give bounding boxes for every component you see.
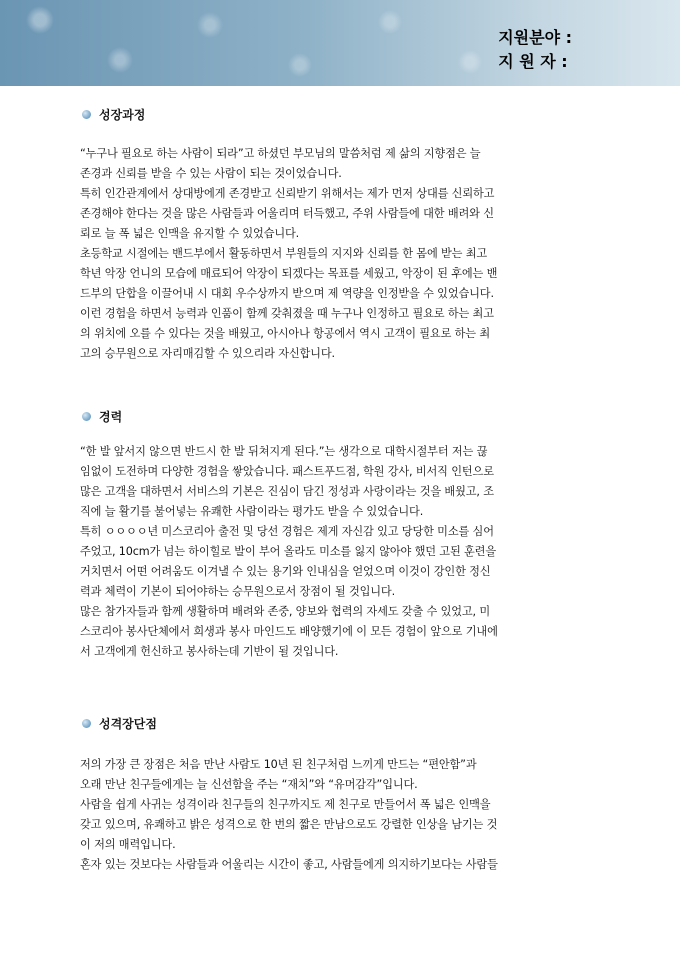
text-line: 의 위치에 오를 수 있다는 것을 배웠고, 아시아나 항공에서 역시 고객이 필요로 하는 최: [80, 327, 491, 340]
text-line: 갖고 있으며, 유쾌하고 밝은 성격으로 한 번의 짧은 만남으로도 강렬한 인상을 남기는 것: [80, 818, 498, 831]
section-personality-body: [80, 755, 600, 875]
section-heading: [80, 715, 600, 731]
text-line: 주었고, 10cm가 넘는 하이힐로 발이 부어 올라도 미소를 잃지 않아야 했던 고된 훈련을: [80, 545, 496, 558]
bullet-icon: [82, 110, 91, 119]
bullet-icon: [82, 412, 91, 421]
text-line: 뢰로 늘 폭 넓은 인맥을 유지할 수 있었습니다.: [80, 227, 300, 240]
bullet-icon: [82, 719, 91, 728]
text-line: 혼자 있는 것보다는 사람들과 어울리는 시간이 좋고, 사람들에게 의지하기보다는 사람들: [80, 858, 498, 871]
text-line: 많은 참가자들과 함께 생활하며 배려와 존중, 양보와 협력의 자세도 갖출 수 있었고, 미: [80, 605, 491, 618]
section-career: [80, 408, 600, 424]
text-line: 학년 악장 언니의 모습에 매료되어 악장이 되겠다는 목표를 세웠고, 악장이 된 후에는 밴: [80, 267, 498, 280]
text-line: 특히 ㅇㅇㅇㅇ년 미스코리아 출전 및 당선 경험은 제게 자신감 있고 당당한 미소를 심어: [80, 525, 494, 538]
section-career-body: [80, 442, 600, 662]
section-title: 성격장단점: [99, 716, 157, 731]
text-line: 고의 승무원으로 자리매김할 수 있으리라 자신합니다.: [80, 347, 335, 360]
paragraph: [80, 755, 600, 875]
header-banner: [0, 0, 680, 86]
text-line: 이런 경험을 하면서 능력과 인품이 함께 갖춰졌을 때 누구나 인정하고 필요로 하는 최고: [80, 307, 494, 320]
applicant-info: [498, 26, 572, 74]
text-line: 존경과 신뢰를 받을 수 있는 사람이 되는 것이었습니다.: [80, 167, 342, 180]
section-title: 성장과정: [99, 107, 146, 122]
text-line: “누구나 필요로 하는 사람이 되라”고 하셨던 부모님의 말씀처럼 제 삶의 지향점은 늘: [80, 147, 481, 160]
text-line: 많은 고객을 대하면서 서비스의 기본은 진심이 담긴 정성과 사랑이라는 것을 배웠고, 조: [80, 485, 494, 498]
text-line: 이 저의 매력입니다.: [80, 838, 176, 851]
text-line: 드부의 단합을 이끌어내 시 대회 우수상까지 받으며 제 역량을 인정받을 수 있었습니다.: [80, 287, 494, 300]
text-line: 사람을 쉽게 사귀는 성격이라 친구들의 친구까지도 제 친구로 만들어서 폭 넓은 인맥을: [80, 798, 491, 811]
text-line: 거치면서 어떤 어려움도 이겨낼 수 있는 용기와 인내심을 얻었으며 이것이 강인한 정신: [80, 565, 491, 578]
text-line: 특히 인간관계에서 상대방에게 존경받고 신뢰받기 위해서는 제가 먼저 상대를 신뢰하고: [80, 187, 495, 200]
paragraph: [80, 442, 600, 662]
field-label: 지원분야 :: [498, 28, 572, 47]
text-line: 직에 늘 활기를 불어넣는 유쾌한 사람이라는 평가도 받을 수 있었습니다.: [80, 505, 424, 518]
text-line: 저의 가장 큰 장점은 처음 만난 사람도 10년 된 친구처럼 느끼게 만드는 “편안함”과: [80, 758, 477, 771]
text-line: 스코리아 봉사단체에서 희생과 봉사 마인드도 배양했기에 이 모든 경험이 앞으로 기내에: [80, 625, 498, 638]
text-line: “한 발 앞서지 않으면 반드시 한 발 뒤쳐지게 된다.”는 생각으로 대학시절부터 저는 끊: [80, 445, 488, 458]
section-title: 경력: [99, 409, 123, 424]
section-heading: [80, 408, 600, 424]
section-growth-body: [80, 144, 600, 364]
text-line: 서 고객에게 헌신하고 봉사하는데 기반이 될 것입니다.: [80, 645, 339, 658]
applicant-name-label: 지 원 자 :: [498, 52, 568, 71]
paragraph: [80, 144, 600, 364]
section-personality: [80, 715, 600, 731]
text-line: 임없이 도전하며 다양한 경험을 쌓았습니다. 패스트푸드점, 학원 강사, 비서직 인턴으로: [80, 465, 494, 478]
text-line: 오래 만난 친구들에게는 늘 신선함을 주는 “재치”와 “유머감각”입니다.: [80, 778, 418, 791]
text-line: 초등학교 시절에는 밴드부에서 활동하면서 부원들의 지지와 신뢰를 한 몸에 받는 최고: [80, 247, 488, 260]
text-line: 존경해야 한다는 것을 많은 사람들과 어울리며 터득했고, 주위 사람들에 대한 배려와 신: [80, 207, 494, 220]
section-heading: [80, 106, 600, 122]
text-line: 력과 체력이 기본이 되어야하는 승무원으로서 장점이 될 것입니다.: [80, 585, 395, 598]
section-growth: [80, 106, 600, 122]
